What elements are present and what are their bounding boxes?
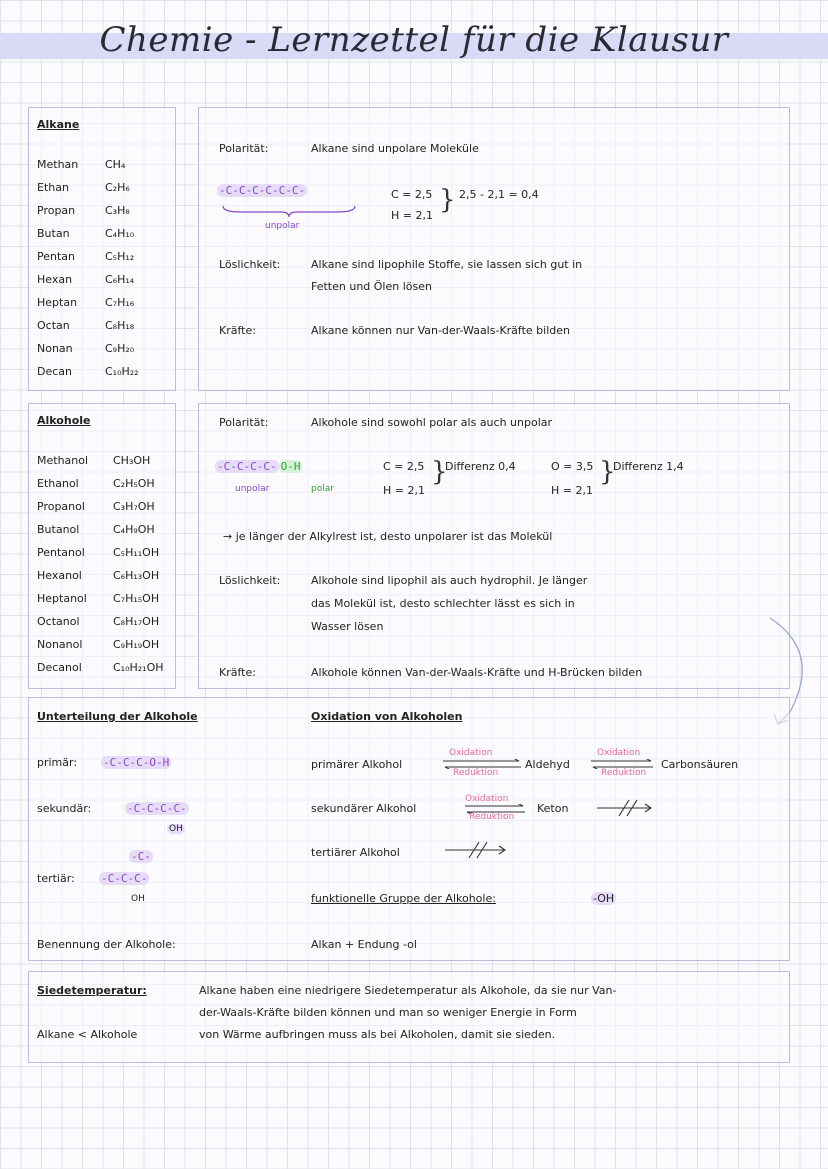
alkane-list-box [28, 107, 176, 391]
aldehyd: Aldehyd [525, 758, 570, 771]
tertiaer-alkohol: tertiärer Alkohol [311, 846, 400, 859]
alkohol-formula: C₇H₁₅OH [113, 592, 160, 605]
alkan-name: Ethan [37, 181, 69, 194]
alkane-en-c: C = 2,5 [391, 188, 433, 201]
siede-line3: von Wärme aufbringen muss als bei Alkoholen, damit sie sieden. [199, 1028, 556, 1041]
alkohol-name: Decanol [37, 661, 82, 674]
alkohol-name: Butanol [37, 523, 80, 536]
alkohol-name: Nonanol [37, 638, 83, 651]
siede-compare: Alkane < Alkohole [37, 1028, 138, 1041]
alkane-loeslichkeit-line2: Fetten und Ölen lösen [311, 280, 432, 293]
alkohol-formula: C₅H₁₁OH [113, 546, 160, 559]
alkohol-name: Pentanol [37, 546, 85, 559]
alkohol-formula: C₄H₉OH [113, 523, 155, 536]
alkohole-info-box [198, 403, 790, 689]
alkohol-diff1: Differenz 0,4 [445, 460, 516, 473]
alkohol-en-o: O = 3,5 [551, 460, 594, 473]
alkane-loeslichkeit-label: Löslichkeit: [219, 258, 281, 271]
alkan-name: Decan [37, 365, 72, 378]
alkohol-formula: CH₃OH [113, 454, 151, 467]
primaer-chain: -C-C-C-O-H [103, 756, 170, 769]
sekundaer-chain: -C-C-C-C- [127, 802, 187, 815]
alkan-formula: C₄H₁₀ [105, 227, 135, 240]
red-label-2: Reduktion [601, 768, 647, 778]
oxidation-heading: Oxidation von Alkoholen [311, 710, 463, 723]
alkohol-name: Methanol [37, 454, 89, 467]
page-title: Chemie - Lernzettel für die Klausur [99, 20, 729, 60]
alkohol-loeslichkeit-label: Löslichkeit: [219, 574, 281, 587]
alkan-name: Octan [37, 319, 70, 332]
alkohol-arrow-note: → je länger der Alkylrest ist, desto unpolarer ist das Molekül [223, 530, 553, 543]
ox-label-1: Oxidation [449, 748, 493, 758]
sekundaer-label: sekundär: [37, 802, 92, 815]
alkohole-polaritaet-text: Alkohole sind sowohl polar als auch unpolar [311, 416, 553, 429]
alkane-unpolar-label: unpolar [265, 221, 300, 231]
alkohol-loeslichkeit-line2: das Molekül ist, desto schlechter lässt es sich in [311, 597, 575, 610]
alkan-name: Hexan [37, 273, 73, 286]
tertiaer-top: -C- [131, 850, 151, 863]
alkane-chain: -C-C-C-C-C-C- [219, 184, 306, 197]
alkan-name: Propan [37, 204, 76, 217]
alkohol-en-c: C = 2,5 [383, 460, 425, 473]
alkohol-loeslichkeit-line1: Alkohole sind lipophil als auch hydrophil. Je länger [311, 574, 588, 587]
alkan-name: Methan [37, 158, 79, 171]
siede-line1: Alkane haben eine niedrigere Siedetemperatur als Alkohole, da sie nur Van- [199, 984, 617, 997]
alkohol-name: Octanol [37, 615, 80, 628]
alkan-formula: C₁₀H₂₂ [105, 365, 139, 378]
alkan-formula: CH₄ [105, 158, 126, 171]
ox-label-2: Oxidation [597, 748, 641, 758]
carbonsaeuren: Carbonsäuren [661, 758, 739, 771]
tertiaer-label: tertiär: [37, 872, 75, 885]
einteilung-box [28, 697, 790, 961]
alkohol-diff2: Differenz 1,4 [613, 460, 684, 473]
alkane-en-brace: } [439, 185, 456, 215]
alkan-formula: C₂H₆ [105, 181, 130, 194]
siede-line2: der-Waals-Kräfte bilden können und man so weniger Energie in Form [199, 1006, 577, 1019]
ox-label-3: Oxidation [465, 794, 509, 804]
no-reaction-arrow-2 [443, 838, 509, 862]
alkohol-formula: C₈H₁₇OH [113, 615, 160, 628]
sekundaer-oh: OH [169, 824, 183, 834]
alkohol-en-brace-1: } [431, 457, 448, 487]
alkan-formula: C₅H₁₂ [105, 250, 135, 263]
alkane-polaritaet-label: Polarität: [219, 142, 269, 155]
sekundaer-alkohol: sekundärer Alkohol [311, 802, 417, 815]
alkan-name: Heptan [37, 296, 78, 309]
alkohol-formula: C₁₀H₂₁OH [113, 661, 164, 674]
alkane-info-box [198, 107, 790, 391]
alkohol-name: Ethanol [37, 477, 79, 490]
alkohol-formula: C₉H₁₉OH [113, 638, 160, 651]
einteilung-heading: Unterteilung der Alkohole [37, 710, 198, 723]
red-label-1: Reduktion [453, 768, 499, 778]
alkohol-unpolar-label: unpolar [235, 484, 270, 494]
alkan-name: Nonan [37, 342, 73, 355]
alkohol-loeslichkeit-line3: Wasser lösen [311, 620, 384, 633]
alkan-formula: C₇H₁₆ [105, 296, 135, 309]
alkohole-list-box [28, 403, 176, 689]
tertiaer-chain: -C-C-C- [101, 872, 148, 885]
alkane-heading: Alkane [37, 118, 80, 131]
alkohol-en-h2: H = 2,1 [551, 484, 593, 497]
funktionelle-gruppe-label: funktionelle Gruppe der Alkohole: [311, 892, 496, 905]
siedetemperatur-box [28, 971, 790, 1063]
alkan-formula: C₃H₈ [105, 204, 130, 217]
alkohol-name: Heptanol [37, 592, 87, 605]
alkane-en-diff: 2,5 - 2,1 = 0,4 [459, 188, 539, 201]
alkohol-kraefte-label: Kräfte: [219, 666, 256, 679]
primaer-label: primär: [37, 756, 78, 769]
alkohol-name: Propanol [37, 500, 85, 513]
siede-heading: Siedetemperatur: [37, 984, 147, 997]
alkohol-chain: -C-C-C-C- O-H [217, 460, 301, 473]
alkane-kraefte-label: Kräfte: [219, 324, 256, 337]
alkane-loeslichkeit-line1: Alkane sind lipophile Stoffe, sie lassen sich gut in [311, 258, 583, 271]
alkan-formula: C₈H₁₈ [105, 319, 135, 332]
keton: Keton [537, 802, 569, 815]
alkan-name: Pentan [37, 250, 76, 263]
primaer-alkohol: primärer Alkohol [311, 758, 403, 771]
red-label-3: Reduktion [469, 812, 515, 822]
alkane-polaritaet-text: Alkane sind unpolare Moleküle [311, 142, 479, 155]
alkohol-kraefte-text: Alkohole können Van-der-Waals-Kräfte und H-Brücken bilden [311, 666, 643, 679]
alkohol-polar-label: polar [311, 484, 334, 494]
no-reaction-arrow-1 [595, 796, 655, 820]
unpolar-brace [221, 204, 357, 218]
alkohol-en-brace-2: } [599, 457, 616, 487]
alkan-formula: C₉H₂₀ [105, 342, 135, 355]
alkohole-heading: Alkohole [37, 414, 91, 427]
alkohol-en-h: H = 2,1 [383, 484, 425, 497]
alkohole-polaritaet-label: Polarität: [219, 416, 269, 429]
alkohol-name: Hexanol [37, 569, 82, 582]
benennung-label: Benennung der Alkohole: [37, 938, 176, 951]
alkohol-formula: C₂H₅OH [113, 477, 155, 490]
tertiaer-oh: OH [131, 894, 145, 904]
alkan-name: Butan [37, 227, 70, 240]
alkohol-formula: C₃H₇OH [113, 500, 155, 513]
benennung-value: Alkan + Endung -ol [311, 938, 417, 951]
alkane-kraefte-text: Alkane können nur Van-der-Waals-Kräfte bilden [311, 324, 570, 337]
alkohol-formula: C₆H₁₃OH [113, 569, 160, 582]
funktionelle-gruppe-value: -OH [593, 892, 615, 905]
alkane-en-h: H = 2,1 [391, 209, 433, 222]
alkan-formula: C₆H₁₄ [105, 273, 135, 286]
